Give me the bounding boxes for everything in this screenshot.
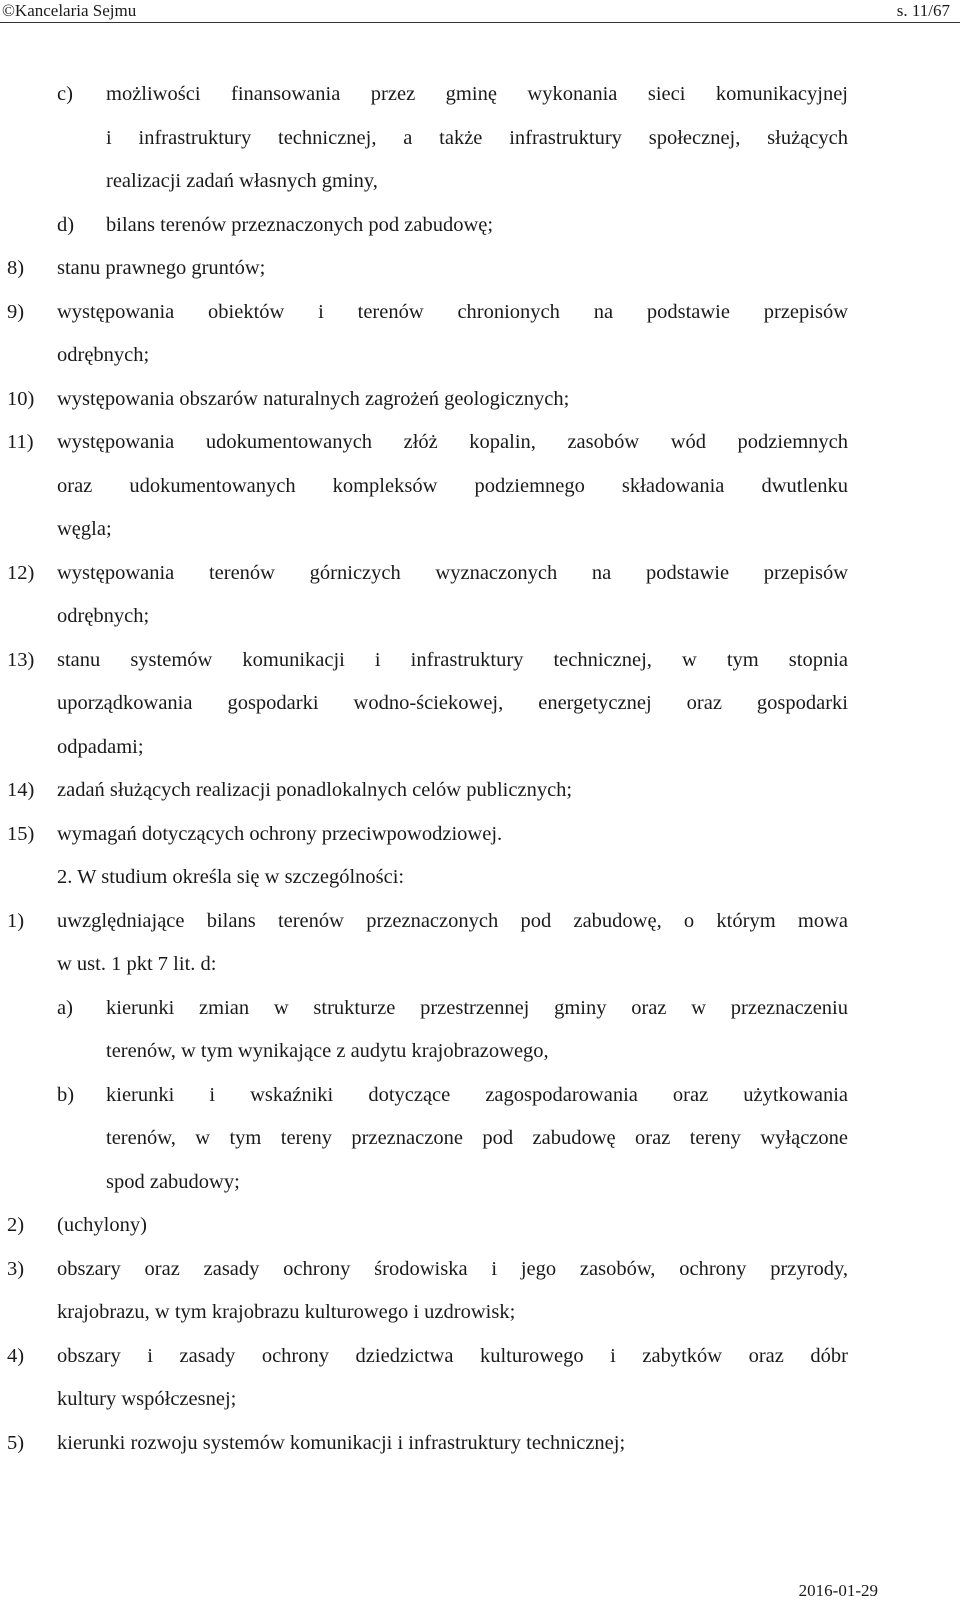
text-line: [0, 823, 960, 867]
text-line: [0, 518, 960, 562]
item-label: 12): [7, 561, 35, 584]
line-text: realizacji zadań własnych gminy,: [106, 170, 378, 192]
line-text: wymagań dotyczących ochrony przeciwpowodziowej.: [57, 822, 503, 845]
line-text: odrębnych;: [57, 344, 150, 366]
line-text: w ust. 1 pkt 7 lit. d:: [57, 953, 217, 975]
text-line: [0, 1301, 960, 1345]
text-line: [0, 170, 960, 214]
text-line: [0, 1171, 960, 1215]
text-line: [0, 257, 960, 301]
line-text: (uchylony): [57, 1214, 147, 1236]
line-text: węgla;: [57, 518, 112, 540]
item-label: c): [57, 83, 73, 105]
line-text: spod zabudowy;: [106, 1170, 240, 1193]
item-label: 4): [7, 1344, 25, 1367]
copyright-label: ©Kancelaria Sejmu: [2, 1, 137, 20]
text-line: [0, 997, 960, 1041]
line-text: stanu systemów komunikacji i infrastruktury technicznej, w tym stopnia: [57, 648, 848, 671]
line-text: obszary i zasady ochrony dziedzictwa kulturowego i zabytków oraz dóbr: [57, 1344, 848, 1367]
text-line: [0, 779, 960, 823]
text-line: [0, 1388, 960, 1432]
line-text: występowania udokumentowanych złóż kopalin, zasobów wód podziemnych: [57, 431, 848, 453]
item-label: 13): [7, 648, 35, 671]
line-text: terenów, w tym tereny przeznaczone pod zabudowę oraz tereny wyłączone: [106, 1127, 848, 1149]
text-line: [0, 431, 960, 475]
text-line: [0, 83, 960, 127]
item-label: 10): [7, 387, 35, 410]
text-line: [0, 344, 960, 388]
header-divider: [0, 22, 960, 23]
text-line: [0, 562, 960, 606]
item-label: b): [57, 1083, 75, 1106]
text-line: [0, 953, 960, 997]
text-line: [0, 910, 960, 954]
item-label: 15): [7, 822, 35, 845]
line-text: terenów, w tym wynikające z audytu krajobrazowego,: [106, 1040, 549, 1062]
text-line: [0, 1127, 960, 1171]
item-label: d): [57, 213, 75, 236]
text-line: [0, 1258, 960, 1302]
text-line: [0, 1040, 960, 1084]
line-text: stanu prawnego gruntów;: [57, 257, 266, 279]
page-header: [0, 0, 960, 24]
text-line: [0, 1345, 960, 1389]
page-number: s. 11/67: [896, 1, 950, 20]
item-label: 2): [7, 1214, 25, 1236]
line-text: występowania terenów górniczych wyznaczonych na podstawie przepisów: [57, 561, 848, 584]
item-label: 8): [7, 257, 25, 279]
text-line: [0, 1214, 960, 1258]
line-text: uwzględniające bilans terenów przeznaczonych pod zabudowę, o którym mowa: [57, 909, 848, 932]
line-text: krajobrazu, w tym krajobrazu kulturowego i uzdrowisk;: [57, 1301, 516, 1323]
line-text: występowania obszarów naturalnych zagrożeń geologicznych;: [57, 387, 570, 410]
line-text: możliwości finansowania przez gminę wykonania sieci komunikacyjnej: [106, 83, 848, 105]
text-line: [0, 388, 960, 432]
document-body: [0, 83, 960, 1475]
line-text: i infrastruktury technicznej, a także infrastruktury społecznej, służących: [106, 126, 848, 149]
item-label: 14): [7, 779, 35, 801]
section-heading: 2. W studium określa się w szczególności:: [57, 866, 405, 888]
line-text: uporządkowania gospodarki wodno-ściekowej, energetycznej oraz gospodarki: [57, 692, 848, 714]
item-label: 3): [7, 1257, 25, 1280]
item-label: a): [57, 996, 73, 1019]
line-text: obszary oraz zasady ochrony środowiska i jego zasobów, ochrony przyrody,: [57, 1257, 848, 1280]
line-text: odpadami;: [57, 735, 144, 758]
text-line: [0, 736, 960, 780]
text-line: [0, 866, 960, 910]
item-label: 5): [7, 1431, 25, 1454]
text-line: [0, 692, 960, 736]
text-line: [0, 127, 960, 171]
text-line: [0, 301, 960, 345]
line-text: kultury współczesnej;: [57, 1388, 237, 1410]
item-label: 9): [7, 300, 25, 323]
text-line: [0, 475, 960, 519]
line-text: oraz udokumentowanych kompleksów podziemnego składowania dwutlenku: [57, 474, 848, 497]
line-text: kierunki rozwoju systemów komunikacji i infrastruktury technicznej;: [57, 1431, 626, 1454]
item-label: 11): [7, 431, 34, 453]
document-date: 2016-01-29: [798, 1581, 878, 1600]
text-line: [0, 1432, 960, 1476]
item-label: 1): [7, 909, 25, 932]
line-text: występowania obiektów i terenów chronionych na podstawie przepisów: [57, 300, 848, 323]
line-text: bilans terenów przeznaczonych pod zabudowę;: [106, 213, 494, 236]
line-text: odrębnych;: [57, 605, 150, 627]
line-text: zadań służących realizacji ponadlokalnych celów publicznych;: [57, 779, 573, 801]
text-line: [0, 1084, 960, 1128]
line-text: kierunki i wskaźniki dotyczące zagospodarowania oraz użytkowania: [106, 1083, 848, 1106]
text-line: [0, 214, 960, 258]
line-text: kierunki zmian w strukturze przestrzennej gminy oraz w przeznaczeniu: [106, 996, 848, 1019]
text-line: [0, 649, 960, 693]
text-line: [0, 605, 960, 649]
